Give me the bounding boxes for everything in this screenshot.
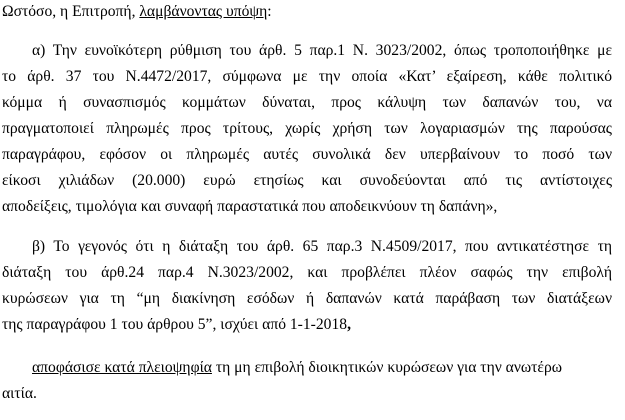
decision-last-line: αιτία. (2, 385, 37, 402)
para-a-line: α) Την ευνοϊκότερη ρύθμιση του άρθ. 5 παρ.1 Ν. 3023/2002, όπως τροποποιήθηκε με (32, 42, 612, 59)
intro-prefix: Ωστόσο, η Επιτροπή, (2, 3, 140, 20)
intro-suffix: : (267, 3, 272, 20)
intro-line (2, 2, 625, 22)
intro-underlined: λαμβάνοντας υπόψη (139, 3, 268, 20)
para-b-line: κυρώσεων για τη “μη διακίνηση εσόδων ή δαπανών κατά παράβαση των διατάξεων (2, 290, 612, 307)
decision-rest: τη μη επιβολή διοικητικών κυρώσεων για την ανωτέρω (211, 359, 563, 376)
para-b-line: διάταξη του άρθ.24 παρ.4 Ν.3023/2002, και προβλέπει πλέον σαφώς την επιβολή (2, 264, 612, 281)
para-a-line: κόμμα ή συνασπισμός κομμάτων δύναται, προς κάλυψη των δαπανών του, να (2, 94, 612, 111)
para-a-line: πραγματοποιεί πληρωμές προς τρίτους, χωρίς χρήση των λογαριασμών της παρούσας (2, 120, 612, 137)
para-a-line: αποδείξεις, τιμολόγια και συναφή παραστατικά που αποδεικνύουν τη δαπάνη», (2, 198, 498, 215)
para-a-line: είκοσι χιλιάδων (20.000) ευρώ ετησίως και συνοδεύονται από τις αντίστοιχες (2, 172, 612, 189)
para-b-line: της παραγράφου 1 του άρθρου 5”, ισχύει από 1-1-2018, (2, 316, 351, 333)
decision-underlined: αποφάσισε κατά πλειοψηφία (32, 359, 212, 376)
decision-line (32, 358, 625, 378)
para-b-line: β) Το γεγονός ότι η διάταξη του άρθ. 65 παρ.3 Ν.4509/2017, που αντικατέστησε τη (32, 238, 612, 255)
para-a-line: το άρθ. 37 του Ν.4472/2017, σύμφωνα με την οποία «Κατ’ εξαίρεση, κάθε πολιτικό (2, 68, 612, 85)
para-a-line: παραγράφου, εφόσον οι πληρωμές αυτές συνολικά δεν υπερβαίνουν το ποσό των (2, 146, 612, 163)
